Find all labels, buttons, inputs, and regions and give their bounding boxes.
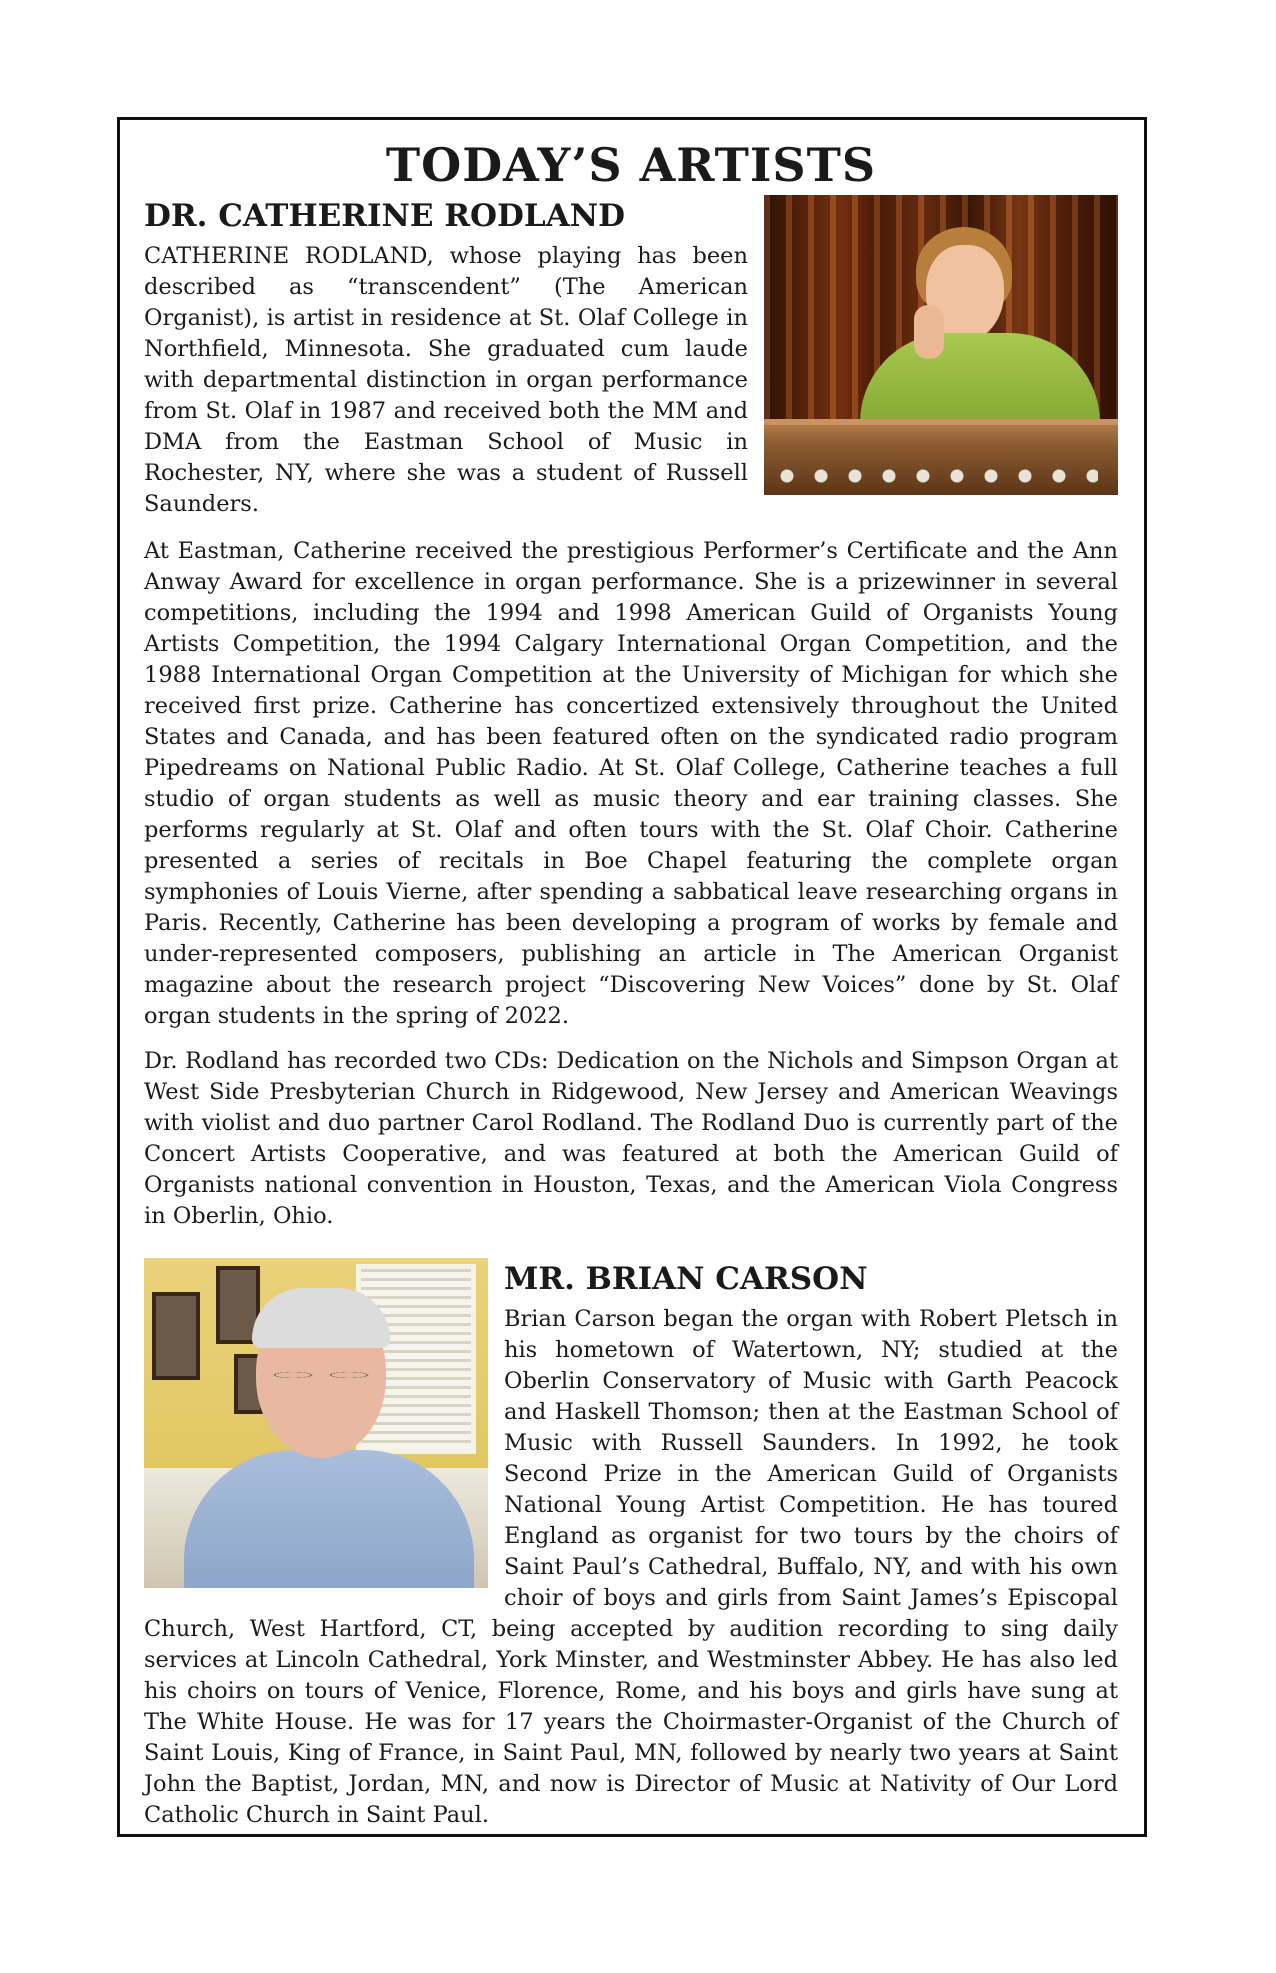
artists-content xyxy=(144,135,1118,1831)
artist-name: MR. BRIAN CARSON xyxy=(504,1261,868,1297)
bio-paragraph: Brian Carson began the organ with Robert Pletsch in his hometown of Watertown, NY; studied at the Oberlin Conservatory of Music with Garth Peacock and Haskell Thomson; then at the Eastman School of Music with Russell Saunders. In 1992, he took Second Prize in the American Guild of Organists National Young Artist Competition. He has toured England as organist for two tours by the choirs of Saint Paul’s Cathedral, Buffalo, NY, and with his own choir of boys and girls from Saint James’s Episcopal Church, West Hartford, CT, being accepted by audition recording to sing daily services at Lincoln Cathedral, York Minster, and Westminster Abbey. He has also led his choirs on tours of Venice, Florence, Rome, and his boys and girls have sung at The White House. He was for 17 years the Choirmaster-Organist of the Church of Saint Louis, King of France, in Saint Paul, MN, followed by nearly two years at Saint John the Baptist, Jordan, MN, and now is Director of Music at Nativity of Our Lord Catholic Church in Saint Paul. xyxy=(144,1306,1118,1828)
bio-paragraph: At Eastman, Catherine received the prestigious Performer’s Certificate and the Ann Anway Award for excellence in organ performance. She is a prizewinner in several competitions, including the 1994 and 1998 American Guild of Organists Young Artists Competition, the 1994 Calgary International Organ Competition, and the 1988 International Organ Competition at the University of Michigan for which she received first prize. Catherine has concertized extensively throughout the United States and Canada, and has been featured often on the syndicated radio program Pipedreams on National Public Radio. At St. Olaf College, Catherine teaches a full studio of organ students as well as music theory and ear training classes. She performs regularly at St. Olaf and often tours with the St. Olaf Choir. Catherine presented a series of recitals in Boe Chapel featuring the complete organ symphonies of Louis Vierne, after spending a sabbatical leave researching organs in Paris. Recently, Catherine has been developing a program of works by female and under-represented composers, publishing an article in The American Organist magazine about the research project “Discovering New Voices” done by St. Olaf organ students in the spring of 2022. xyxy=(144,538,1118,1029)
artist-section-carson xyxy=(144,1258,1118,1831)
page-title: TODAY’S ARTISTS xyxy=(385,138,877,192)
bio-paragraph: Dr. Rodland has recorded two CDs: Dedication on the Nichols and Simpson Organ at West Side Presbyterian Church in Ridgewood, New Jersey and American Weavings with violist and duo partner Carol Rodland. The Rodland Duo is currently part of the Concert Artists Cooperative, and was featured at both the American Guild of Organists national convention in Houston, Texas, and the American Viola Congress in Oberlin, Ohio. xyxy=(144,1048,1118,1229)
artist-name: DR. CATHERINE RODLAND xyxy=(144,198,625,234)
artist-section-rodland xyxy=(144,195,1118,1232)
bio-paragraph: CATHERINE RODLAND, whose playing has been described as “transcendent” (The American Organist), is artist in residence at St. Olaf College in Northfield, Minnesota. She graduated cum laude with departmental distinction in organ performance from St. Olaf in 1987 and received both the MM and DMA from the Eastman School of Music in Rochester, NY, where she was a student of Russell Saunders. xyxy=(144,243,748,517)
catherine-rodland-photo xyxy=(764,195,1118,495)
brian-carson-photo xyxy=(144,1258,488,1588)
